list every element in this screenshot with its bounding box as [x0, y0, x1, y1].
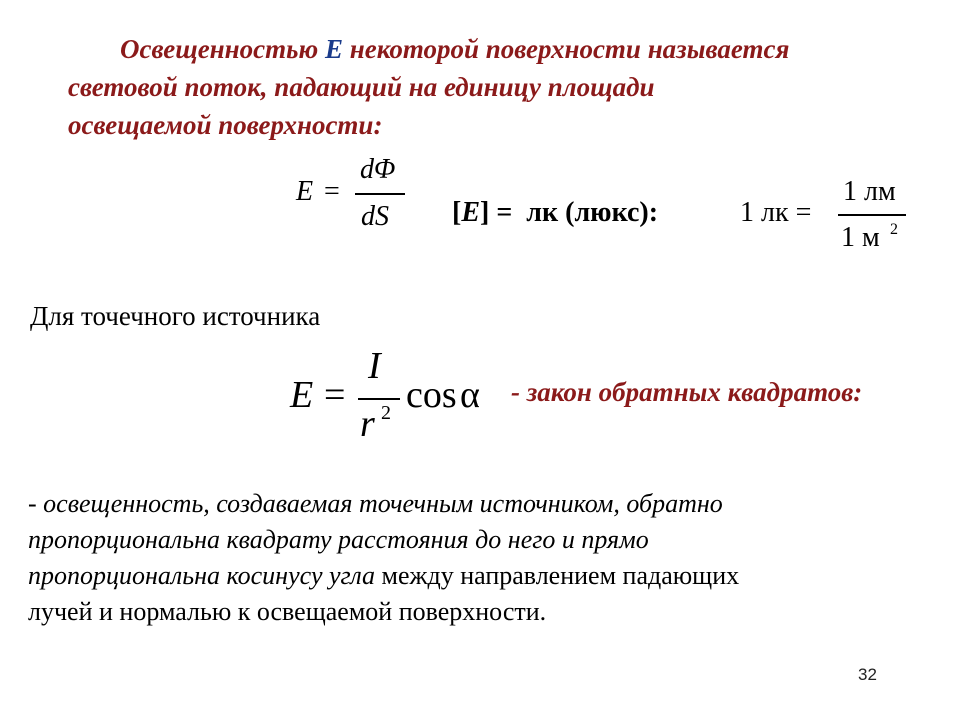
- lux-numerator: 1 лм: [843, 176, 896, 207]
- explanation-line-4: лучей и нормалью к освещаемой поверхности.: [28, 597, 547, 626]
- formula2-denominator: r: [360, 403, 375, 445]
- definition-text: Освещенностью: [120, 34, 325, 64]
- law-label: - закон обратных квадратов:: [511, 377, 863, 407]
- formula1-lhs: E: [296, 176, 314, 207]
- unit-definition: [452, 197, 658, 229]
- point-source-heading: Для точечного источника: [30, 301, 321, 331]
- explanation-line-1: - освещенность, создаваемая точечным источником, обратно: [28, 489, 723, 518]
- formula2-alpha: α: [460, 374, 480, 416]
- definition-symbol: Е: [324, 34, 343, 64]
- definition-line-3: освещаемой поверхности:: [68, 110, 383, 140]
- explanation-line-3-regular: между направлением падающих: [375, 561, 740, 590]
- page-number: 32: [858, 665, 877, 684]
- lux-fraction-bar: [838, 214, 906, 216]
- formula2-numerator: I: [368, 345, 381, 387]
- formula2-fraction-bar: [358, 398, 400, 400]
- formula1-denominator: dS: [361, 201, 389, 232]
- formula2-equals: =: [324, 374, 346, 416]
- formula1-numerator: dΦ: [360, 154, 396, 185]
- explanation-line-2: пропорциональна квадрату расстояния до него и прямо: [28, 525, 649, 554]
- explanation-line-3-italic: пропорциональна косинусу угла: [28, 561, 376, 590]
- lux-lhs: 1 лк =: [740, 197, 812, 228]
- formula1-fraction-bar: [355, 193, 405, 195]
- definition-text-2: некоторой поверхности называется: [342, 34, 790, 64]
- formula1-equals: =: [324, 176, 340, 207]
- unit-text: = лк (люкс):: [489, 197, 659, 228]
- unit-symbol: E: [461, 197, 481, 228]
- lux-denominator: 1 м: [841, 222, 880, 253]
- definition-line-2: световой поток, падающий на единицу площади: [68, 72, 655, 102]
- definition-line-1: [120, 30, 789, 68]
- formula2-exponent: 2: [381, 402, 391, 424]
- formula2-cos: cos: [406, 374, 457, 416]
- unit-bracket-open: [: [452, 197, 462, 228]
- explanation-line-3: [28, 558, 739, 594]
- lux-exponent: 2: [890, 221, 898, 238]
- unit-bracket-close: ]: [480, 197, 490, 228]
- formula2-lhs: E: [290, 374, 314, 416]
